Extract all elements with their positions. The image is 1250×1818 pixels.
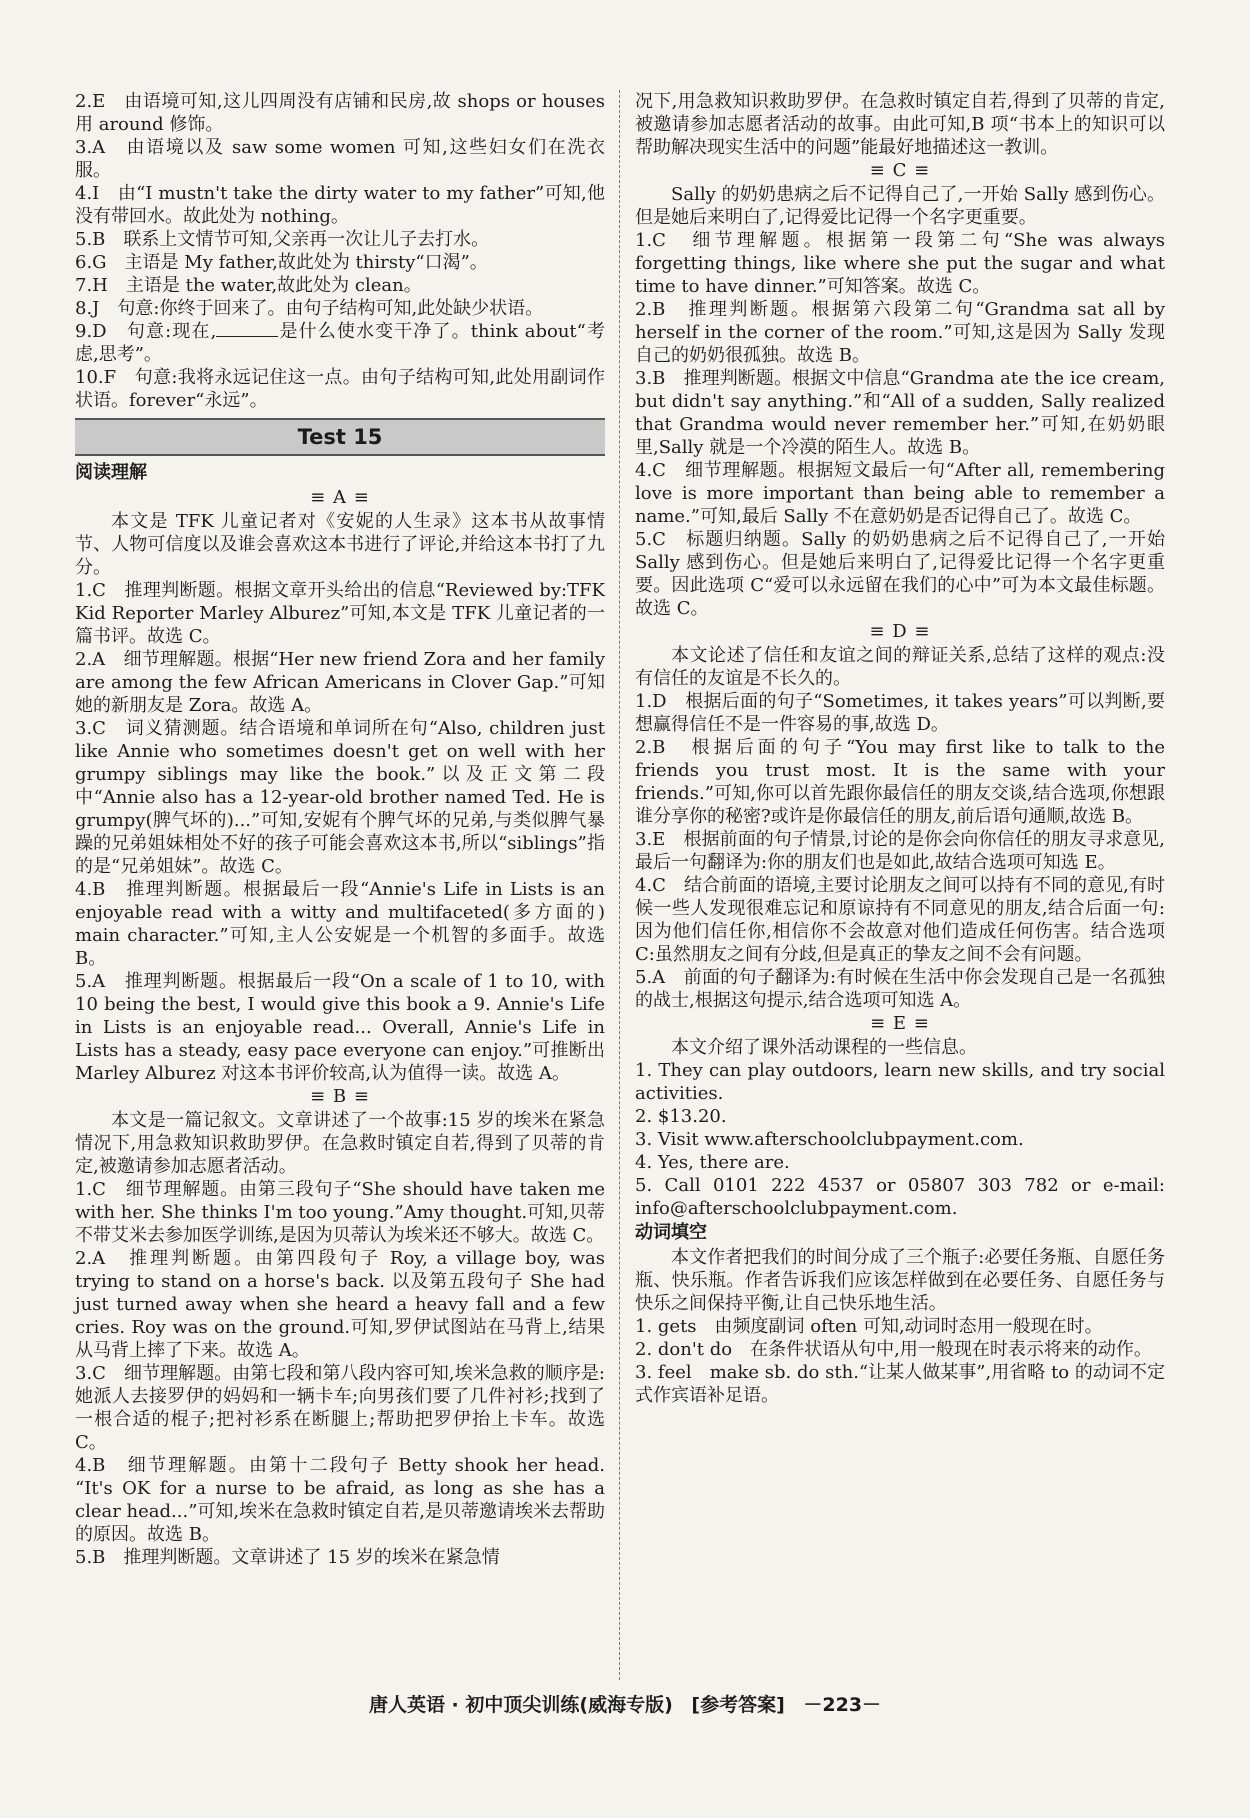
answer-item: 2.A 细节理解题。根据“Her new friend Zora and her family are among the few African Americans in Clover Gap.”可知她的新朋友是 Zora。故选 A。 <box>75 649 605 716</box>
fill-blank <box>216 322 278 337</box>
passage-summary: 本文是 TFK 儿童记者对《安妮的人生录》这本书从故事情节、人物可信度以及谁会喜欢这本书进行了评论,并给这本书打了九分。 <box>75 511 605 578</box>
passage-heading: ≡ E ≡ <box>870 1013 930 1034</box>
left-column <box>75 90 605 1569</box>
passage-summary: 本文是一篇记叙文。文章讲述了一个故事:15 岁的埃米在紧急情况下,用急救知识救助罗伊。在急救时镇定自若,得到了贝蒂的肯定,被邀请参加志愿者活动。 <box>75 1110 605 1177</box>
answer-item-9 <box>75 320 605 366</box>
test-title-banner: Test 15 <box>75 418 605 456</box>
passage-summary: 本文作者把我们的时间分成了三个瓶子:必要任务瓶、自愿任务瓶、快乐瓶。作者告诉我们应该怎样做到在必要任务、自愿任务与快乐之间保持平衡,让自己快乐地生活。 <box>635 1247 1165 1314</box>
answer-item: 2.B 推理判断题。根据第六段第二句“Grandma sat all by herself in the corner of the room.”可知,这是因为 Sally 发现自己的奶奶很孤独。故选 B。 <box>635 299 1165 366</box>
answer-item: 1.D 根据后面的句子“Sometimes, it takes years”可以判断,要想赢得信任不是一件容易的事,故选 D。 <box>635 691 1165 735</box>
answer-item: 4.B 细节理解题。由第十二段句子 Betty shook her head. “It's OK for a nurse to be afraid, as long as she has a clear head...”可知,埃米在急救时镇定自若,是贝蒂邀请埃米去帮助的原因。故选 B。 <box>75 1455 605 1545</box>
answer-item: 1. They can play outdoors, learn new skills, and try social activities. <box>635 1060 1165 1104</box>
answer-item: 10.F 句意:我将永远记住这一点。由句子结构可知,此处用副词作状语。forever“永远”。 <box>75 367 605 411</box>
column-divider <box>619 90 620 1680</box>
answer-item: 3.C 词义猜测题。结合语境和单词所在句“Also, children just like Annie who sometimes doesn't get on well with her grumpy siblings may like the book.”以及正文第二段中“Annie also has a 12-year-old brother named Ted. He is grumpy(脾气坏的)...”可知,安妮有个脾气坏的兄弟,与类似脾气暴躁的兄弟姐妹相处不好的孩子可能会喜欢这本书,所以“siblings”指的是“兄弟姐妹”。故选 C。 <box>75 718 605 877</box>
answer-item: 4.C 结合前面的语境,主要讨论朋友之间可以持有不同的意见,有时候一些人发现很难忘记和原谅持有不同意见的朋友,结合后面一句:因为他们信任你,相信你不会故意对他们造成任何伤害。结合选项 C:虽然朋友之间有分歧,但是真正的挚友之间不会有问题。 <box>635 875 1165 965</box>
answer-item: 5.B 联系上文情节可知,父亲再一次让儿子去打水。 <box>75 229 490 250</box>
passage-heading: ≡ B ≡ <box>310 1086 370 1107</box>
answer-item: 5.A 推理判断题。根据最后一段“On a scale of 1 to 10, with 10 being the best, I would give this book a 9. Annie's Life in Lists is an enjoyable read... Overall, Annie's Life in Lists has a steady, easy pace everyone can enjoy.”可推断出 Marley Alburez 对这本书评价较高,认为值得一读。故选 A。 <box>75 971 605 1084</box>
passage-heading: ≡ C ≡ <box>869 160 931 181</box>
answer-item: 2. $13.20. <box>635 1106 727 1127</box>
answer-item: 1.C 推理判断题。根据文章开头给出的信息“Reviewed by:TFK Kid Reporter Marley Alburez”可知,本文是 TFK 儿童记者的一篇书评。故选 C。 <box>75 580 605 647</box>
answer-item: 3.E 根据前面的句子情景,讨论的是你会向你信任的朋友寻求意见,最后一句翻译为:你的朋友们也是如此,故结合选项可知选 E。 <box>635 829 1165 873</box>
answer-item: 1.C 细节理解题。由第三段句子“She should have taken me with her. She thinks I'm too young.”Amy thought.可知,贝蒂不带艾米去参加医学训练,是因为贝蒂认为埃米还不够大。故选 C。 <box>75 1179 605 1246</box>
answer-item: 4.C 细节理解题。根据短文最后一句“After all, remembering love is more important than being able to remember a name.”可知,最后 Sally 不在意奶奶是否记得自己了。故选 C。 <box>635 460 1165 527</box>
answer-item: 5. Call 0101 222 4537 or 05807 303 782 or e-mail: info@afterschoolclubpayment.com. <box>635 1175 1165 1219</box>
answer-item: 1. gets 由频度副词 often 可知,动词时态用一般现在时。 <box>635 1316 1103 1337</box>
section-label: 阅读理解 <box>75 462 147 483</box>
answer-item: 4.B 推理判断题。根据最后一段“Annie's Life in Lists is an enjoyable read with a witty and multifaceted(多方面的) main character.”可知,主人公安妮是一个机智的多面手。故选 B。 <box>75 879 605 969</box>
answer-item: 5.C 标题归纳题。Sally 的奶奶患病之后不记得自己了,一开始 Sally 感到伤心。但是她后来明白了,记得爱比记得一个名字更重要。因此选项 C“爱可以永远留在我们的心中”可为本文最佳标题。故选 C。 <box>635 529 1165 619</box>
answer-item: 2. don't do 在条件状语从句中,用一般现在时表示将来的动作。 <box>635 1339 1152 1360</box>
answer-item: 3. Visit www.afterschoolclubpayment.com. <box>635 1129 1024 1150</box>
answer-item: 6.G 主语是 My father,故此处为 thirsty“口渴”。 <box>75 252 488 273</box>
answer-item: 2.E 由语境可知,这儿四周没有店铺和民房,故 shops or houses 用 around 修饰。 <box>75 91 605 135</box>
passage-heading: ≡ A ≡ <box>310 487 370 508</box>
answer-item: 4. Yes, there are. <box>635 1152 790 1173</box>
answer-item: 5.B 推理判断题。文章讲述了 15 岁的埃米在紧急情 <box>75 1547 500 1568</box>
page-footer <box>0 1690 1250 1717</box>
answer-item: 1.C 细节理解题。根据第一段第二句“She was always forgetting things, like where she put the sugar and what time to have dinner.”可知答案。故选 C。 <box>635 230 1165 297</box>
answer-item: 3.A 由语境以及 saw some women 可知,这些妇女们在洗衣服。 <box>75 137 605 181</box>
passage-summary: 本文论述了信任和友谊之间的辩证关系,总结了这样的观点:没有信任的友谊是不长久的。 <box>635 645 1165 689</box>
passage-summary: 本文介绍了课外活动课程的一些信息。 <box>671 1037 977 1058</box>
answer-item: 3. feel make sb. do sth.“让某人做某事”,用省略 to 的动词不定式作宾语补足语。 <box>635 1362 1165 1406</box>
answer-item: 况下,用急救知识救助罗伊。在急救时镇定自若,得到了贝蒂的肯定,被邀请参加志愿者活动的故事。由此可知,B 项“书本上的知识可以帮助解决现实生活中的问题”能最好地描述这一教训。 <box>635 91 1165 158</box>
answer-item: 4.I 由“I mustn't take the dirty water to my father”可知,他没有带回水。故此处为 nothing。 <box>75 183 605 227</box>
section-label: 动词填空 <box>635 1222 707 1243</box>
book-title: 唐人英语 · 初中顶尖训练(威海专版) <box>368 1694 673 1716</box>
footer-tag: [参考答案] <box>691 1694 785 1716</box>
answer-item: 8.J 句意:你终于回来了。由句子结构可知,此处缺少状语。 <box>75 298 544 319</box>
answer-item: 5.A 前面的句子翻译为:有时候在生活中你会发现自己是一名孤独的战士,根据这句提示,结合选项可知选 A。 <box>635 967 1165 1011</box>
passage-heading: ≡ D ≡ <box>869 621 931 642</box>
right-column <box>635 90 1165 1407</box>
answer-item: 2.A 推理判断题。由第四段句子 Roy, a village boy, was trying to stand on a horse's back. 以及第五段句子 She had just turned away when she heard a heavy fall and a few cries. Roy was on the ground.可知,罗伊试图站在马背上,结果从马背上摔了下来。故选 A。 <box>75 1248 605 1361</box>
answer-item: 7.H 主语是 the water,故此处为 clean。 <box>75 275 422 296</box>
answer-item: 3.C 细节理解题。由第七段和第八段内容可知,埃米急救的顺序是:她派人去接罗伊的妈妈和一辆卡车;向男孩们要了几件衬衫;找到了一根合适的棍子;把衬衫系在断腿上;帮助把罗伊抬上卡车。故选 C。 <box>75 1363 605 1453</box>
answer-text: 9.D 句意:现在, <box>75 321 217 342</box>
page-number: －223－ <box>803 1694 882 1716</box>
answer-item: 3.B 推理判断题。根据文中信息“Grandma ate the ice cream, but didn't say anything.”和“All of a sudden, Sally realized that Grandma would never remember her.”可知,在奶奶眼里,Sally 就是一个冷漠的陌生人。故选 B。 <box>635 368 1165 458</box>
answer-text: 是什么使水变干净了。think about“考虑,思考”。 <box>75 321 605 365</box>
answer-item: 2.B 根据后面的句子“You may first like to talk to the friends you trust most. It is the same with your friends.”可知,你可以首先跟你最信任的朋友交谈,结合选项,你想跟谁分享你的秘密?或许是你最信任的朋友,前后语句通顺,故选 B。 <box>635 737 1165 827</box>
passage-summary: Sally 的奶奶患病之后不记得自己了,一开始 Sally 感到伤心。但是她后来明白了,记得爱比记得一个名字更重要。 <box>635 184 1165 228</box>
